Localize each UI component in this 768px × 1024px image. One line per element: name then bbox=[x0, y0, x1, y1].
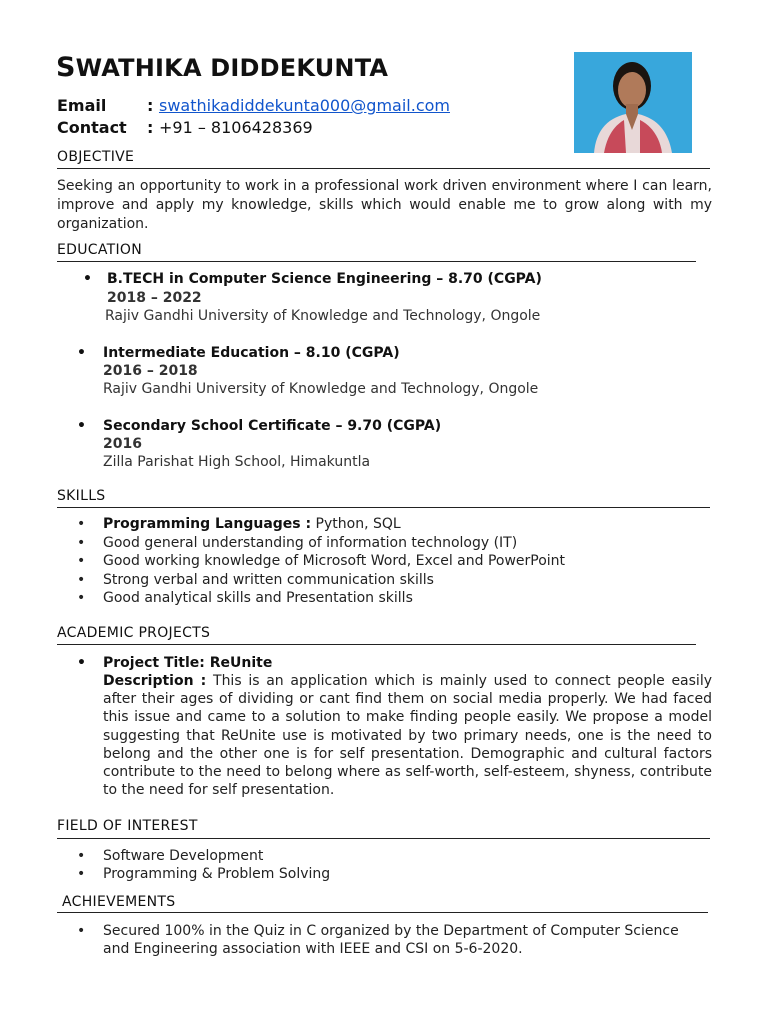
skill-item bbox=[77, 589, 413, 607]
skill-label: Programming Languages : bbox=[103, 516, 312, 532]
interest-divider bbox=[57, 838, 710, 839]
achievement-text: Secured 100% in the Quiz in C organized by the Department of Computer Science and Engineering association with IEEE and CSI on 5-6-2020. bbox=[103, 923, 679, 957]
project-description bbox=[103, 672, 712, 799]
interest-heading: FIELD OF INTEREST bbox=[57, 818, 198, 834]
contact-separator: : bbox=[147, 118, 154, 137]
skills-divider bbox=[57, 507, 710, 508]
objective-text: Seeking an opportunity to work in a professional work driven environment where I can learn, improve and apply my knowledge, skills which would enable me to grow along with my organization. bbox=[57, 178, 712, 232]
bullet-icon: • bbox=[77, 590, 86, 606]
bullet-icon: • bbox=[77, 655, 86, 671]
education-years: 2016 – 2018 bbox=[103, 363, 198, 379]
education-heading: EDUCATION bbox=[57, 242, 143, 258]
profile-photo-illustration bbox=[574, 52, 692, 153]
candidate-name bbox=[56, 52, 388, 83]
objective-heading: OBJECTIVE bbox=[57, 149, 135, 165]
description-label: Description : bbox=[103, 673, 207, 689]
education-institution: Rajiv Gandhi University of Knowledge and Technology, Ongole bbox=[105, 308, 541, 324]
achievements-divider bbox=[57, 912, 708, 913]
contact-label: Contact bbox=[57, 118, 127, 137]
skill-text: Good analytical skills and Presentation skills bbox=[103, 590, 413, 606]
bullet-icon: • bbox=[77, 866, 86, 882]
skill-item bbox=[77, 571, 434, 589]
achievement-item bbox=[77, 922, 703, 958]
email-link[interactable]: swathikadiddekunta000@gmail.com bbox=[158, 96, 450, 115]
achievements-heading: ACHIEVEMENTS bbox=[62, 894, 176, 910]
education-item-intermediate bbox=[77, 344, 400, 362]
interest-text: Programming & Problem Solving bbox=[103, 866, 331, 882]
skill-item bbox=[77, 534, 518, 552]
objective-divider bbox=[57, 168, 710, 169]
bullet-icon: • bbox=[77, 516, 86, 532]
project-title-text: Project Title: ReUnite bbox=[103, 655, 273, 671]
education-institution: Rajiv Gandhi University of Knowledge and Technology, Ongole bbox=[103, 381, 539, 397]
skill-item bbox=[77, 552, 566, 570]
bullet-icon: • bbox=[83, 271, 92, 287]
skill-value: Python, SQL bbox=[311, 516, 401, 532]
email-label: Email bbox=[57, 96, 107, 115]
bullet-icon: • bbox=[77, 923, 86, 939]
education-degree: Secondary School Certificate – 9.70 (CGPA) bbox=[103, 418, 442, 434]
name-rest: WATHIKA DIDDEKUNTA bbox=[75, 54, 389, 82]
interest-text: Software Development bbox=[103, 848, 264, 864]
project-title bbox=[77, 654, 273, 672]
contact-value: +91 – 8106428369 bbox=[158, 118, 313, 137]
skill-text: Good general understanding of information technology (IT) bbox=[103, 535, 518, 551]
education-institution: Zilla Parishat High School, Himakuntla bbox=[103, 454, 371, 470]
skill-text: Good working knowledge of Microsoft Word, Excel and PowerPoint bbox=[103, 553, 566, 569]
education-years: 2016 bbox=[103, 436, 142, 452]
name-initial: S bbox=[56, 52, 76, 83]
contact-row bbox=[57, 118, 313, 137]
education-divider bbox=[57, 261, 696, 262]
profile-photo bbox=[574, 52, 692, 153]
bullet-icon: • bbox=[77, 535, 86, 551]
education-item-ssc bbox=[77, 417, 442, 435]
skills-heading: SKILLS bbox=[57, 488, 106, 504]
bullet-icon: • bbox=[77, 572, 86, 588]
bullet-icon: • bbox=[77, 553, 86, 569]
skill-text: Strong verbal and written communication skills bbox=[103, 572, 434, 588]
bullet-icon: • bbox=[77, 848, 86, 864]
interest-item bbox=[77, 865, 331, 883]
education-degree: Intermediate Education – 8.10 (CGPA) bbox=[103, 345, 400, 361]
education-years: 2018 – 2022 bbox=[107, 290, 202, 306]
email-row bbox=[57, 96, 450, 115]
projects-heading: ACADEMIC PROJECTS bbox=[57, 625, 211, 641]
bullet-icon: • bbox=[77, 345, 86, 361]
projects-divider bbox=[57, 644, 696, 645]
bullet-icon: • bbox=[77, 418, 86, 434]
interest-item bbox=[77, 847, 264, 865]
education-item-btech bbox=[83, 270, 542, 288]
email-separator: : bbox=[147, 96, 154, 115]
description-text: This is an application which is mainly used to connect people easily after their ages of dividing or cant find them on social media properly. We had faced this issue and came to a solution to make finding people easily. We propose a model suggesting that ReUnite use is motivated by two primary needs, one is the need to belong and the other one is for self presentation. Demographic and cultural factors contribute to the need to belong where as self-worth, self-esteem, shyness, contribute to the need for self presentation. bbox=[103, 673, 712, 799]
education-degree: B.TECH in Computer Science Engineering – 8.70 (CGPA) bbox=[107, 271, 542, 287]
skill-item bbox=[77, 515, 401, 533]
